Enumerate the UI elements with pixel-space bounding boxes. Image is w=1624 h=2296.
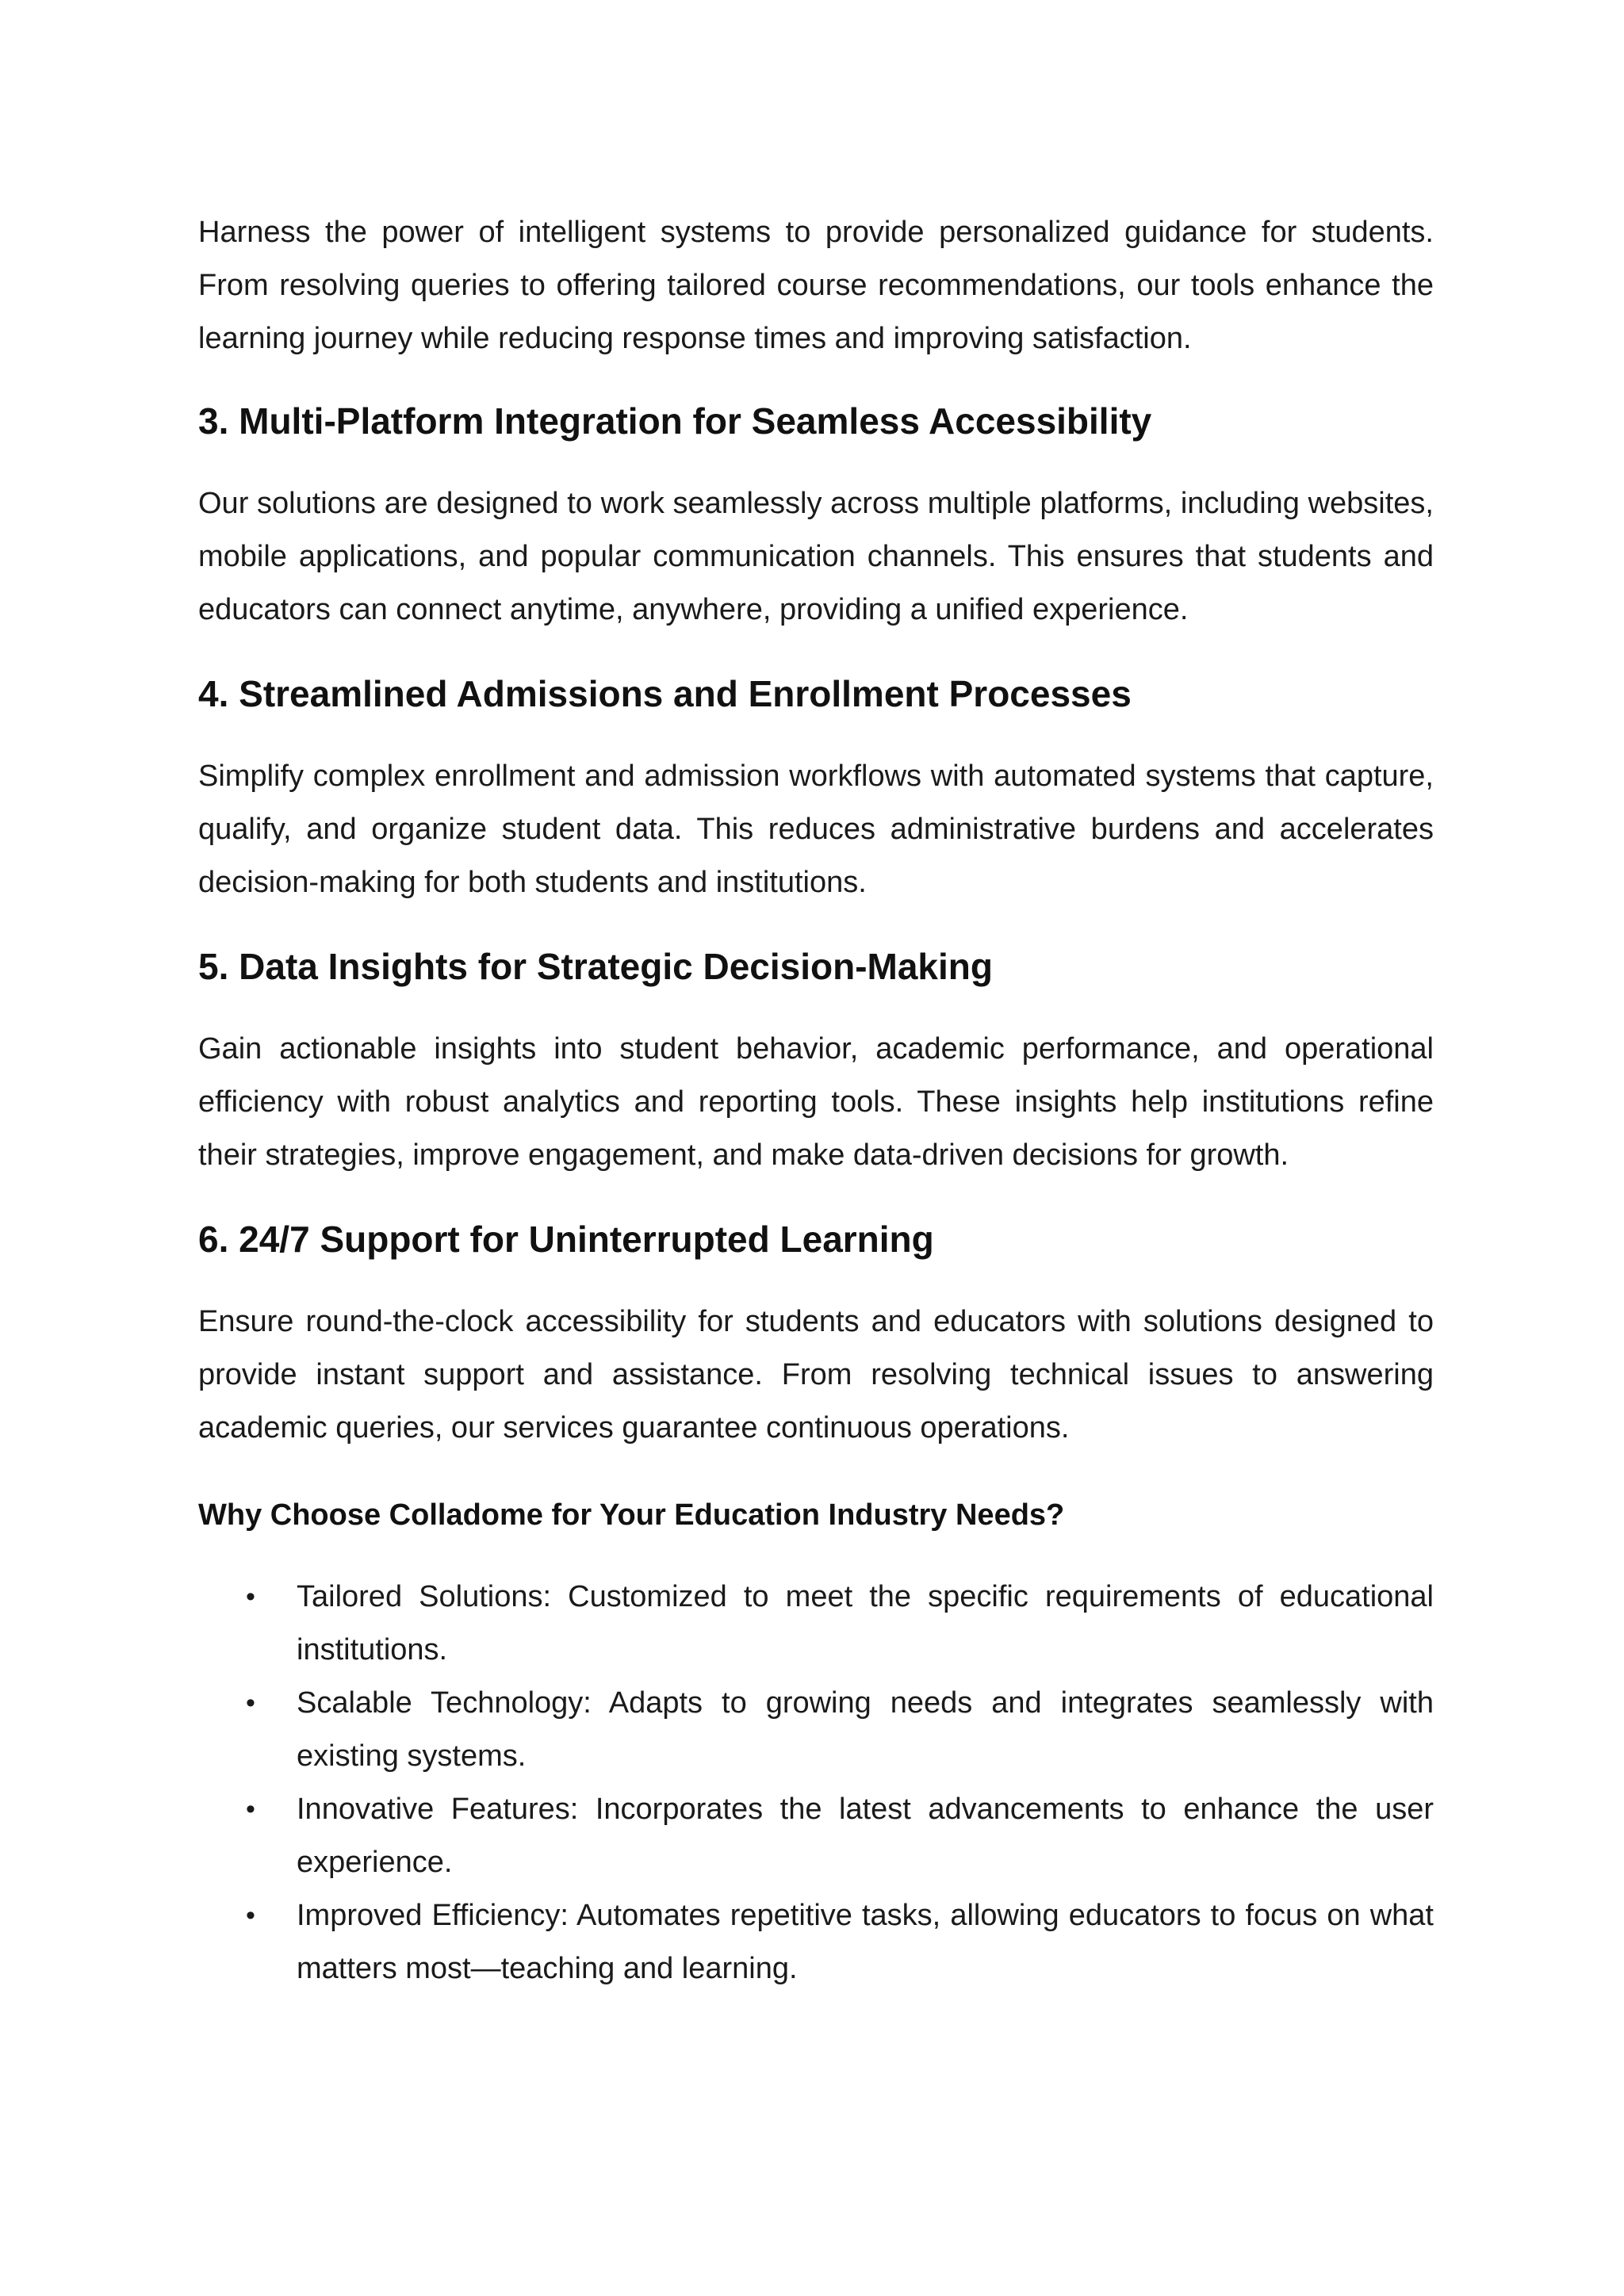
section-5-body: Gain actionable insights into student behavior, academic performance, and operational efficiency with robust analytics and reporting tools. These insights help institutions refine their strategies, improve engagement, and make data-driven decisions for growth. xyxy=(198,1032,1434,1172)
section-6-heading: 6. 24/7 Support for Uninterrupted Learning xyxy=(198,1219,934,1260)
list-item xyxy=(198,1783,1434,1889)
list-item xyxy=(198,1571,1434,1677)
list-item xyxy=(198,1677,1434,1783)
bullet-icon: • xyxy=(246,1794,255,1824)
intro-paragraph: Harness the power of intelligent systems to provide personalized guidance for students. From resolving queries to offering tailored course recommendations, our tools enhance the learning journey while reducing response times and improving satisfaction. xyxy=(198,216,1434,355)
list-item-text: Improved Efficiency: Automates repetitive tasks, allowing educators to focus on what matters most—teaching and learning. xyxy=(297,1899,1434,1985)
why-choose-list xyxy=(198,1571,1434,1996)
list-item xyxy=(198,1889,1434,1996)
document-page xyxy=(198,206,1434,1996)
list-item-text: Innovative Features: Incorporates the latest advancements to enhance the user experience. xyxy=(297,1793,1434,1879)
bullet-icon: • xyxy=(246,1688,255,1718)
section-5-heading: 5. Data Insights for Strategic Decision-Making xyxy=(198,946,993,987)
list-item-text: Scalable Technology: Adapts to growing needs and integrates seamlessly with existing systems. xyxy=(297,1686,1434,1773)
why-choose-heading: Why Choose Colladome for Your Education Industry Needs? xyxy=(198,1498,1065,1532)
section-3-body: Our solutions are designed to work seamlessly across multiple platforms, including websites, mobile applications, and popular communication channels. This ensures that students and educators can connect anytime, anywhere, providing a unified experience. xyxy=(198,487,1434,626)
list-item-text: Tailored Solutions: Customized to meet the specific requirements of educational institutions. xyxy=(297,1580,1434,1667)
section-4-heading: 4. Streamlined Admissions and Enrollment Processes xyxy=(198,673,1132,714)
section-6-body: Ensure round-the-clock accessibility for students and educators with solutions designed to provide instant support and assistance. From resolving technical issues to answering academic queries, our services guarantee continuous operations. xyxy=(198,1305,1434,1445)
bullet-icon: • xyxy=(246,1582,255,1612)
section-4-body: Simplify complex enrollment and admission workflows with automated systems that capture, qualify, and organize student data. This reduces administrative burdens and accelerates decision-making for both students and institutions. xyxy=(198,760,1434,899)
section-3-heading: 3. Multi-Platform Integration for Seamless Accessibility xyxy=(198,400,1152,442)
bullet-icon: • xyxy=(246,1900,255,1931)
